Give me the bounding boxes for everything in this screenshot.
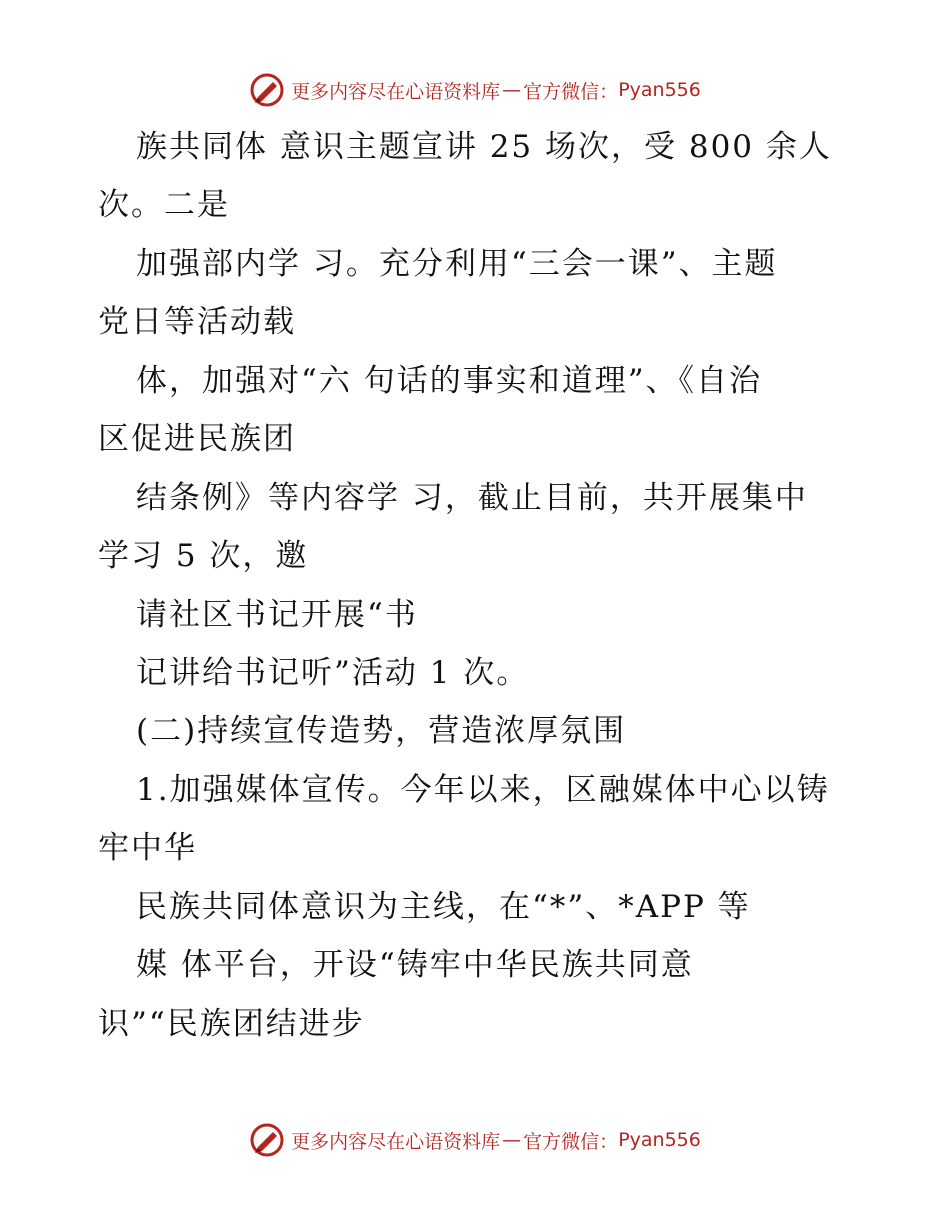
banner-handle: Pyan556: [618, 79, 701, 101]
banner-separator: —: [502, 1129, 522, 1151]
text-line: 加强部内学 习。充分利用“三会一课”、主题: [136, 246, 778, 282]
footer-banner: [0, 1120, 950, 1160]
text-line: 请社区书记开展“书: [136, 597, 418, 633]
pen-logo-icon: [249, 72, 285, 108]
banner-separator: —: [502, 79, 522, 101]
text-line: 党日等活动载: [98, 304, 296, 340]
text-line: 记讲给书记听”活动 1 次。: [136, 655, 530, 691]
text-line: 牢中华: [98, 830, 197, 866]
text-line: (二)持续宣传造势，营造浓厚氛围: [136, 713, 627, 749]
text-line: 识”“民族团结进步: [98, 1006, 365, 1042]
banner-handle: Pyan556: [618, 1129, 701, 1151]
text-line: 次。二是: [98, 187, 230, 223]
text-line: 1.加强媒体宣传。今年以来，区融媒体中心以铸: [136, 772, 830, 808]
banner-text: 更多内容尽在心语资料库: [291, 1130, 501, 1153]
text-line: 族共同体 意识主题宣讲 25 场次，受 800 余人: [136, 129, 832, 165]
header-banner: [0, 70, 950, 110]
text-line: 区促进民族团: [98, 421, 296, 457]
banner-label: 官方微信：: [523, 1130, 619, 1153]
banner-label: 官方微信：: [523, 80, 619, 103]
text-line: 体，加强对“六 句话的事实和道理”、《自治: [136, 363, 763, 399]
banner-text: 更多内容尽在心语资料库: [291, 80, 501, 103]
pen-logo-icon: [249, 1122, 285, 1158]
text-line: 结条例》等内容学 习，截止目前，共开展集中: [136, 480, 808, 516]
text-line: 学习 5 次，邀: [98, 538, 309, 574]
text-line: 民族共同体意识为主线，在“*”、*APP 等: [136, 889, 751, 925]
text-line: 媒 体平台，开设“铸牢中华民族共同意: [136, 947, 694, 983]
